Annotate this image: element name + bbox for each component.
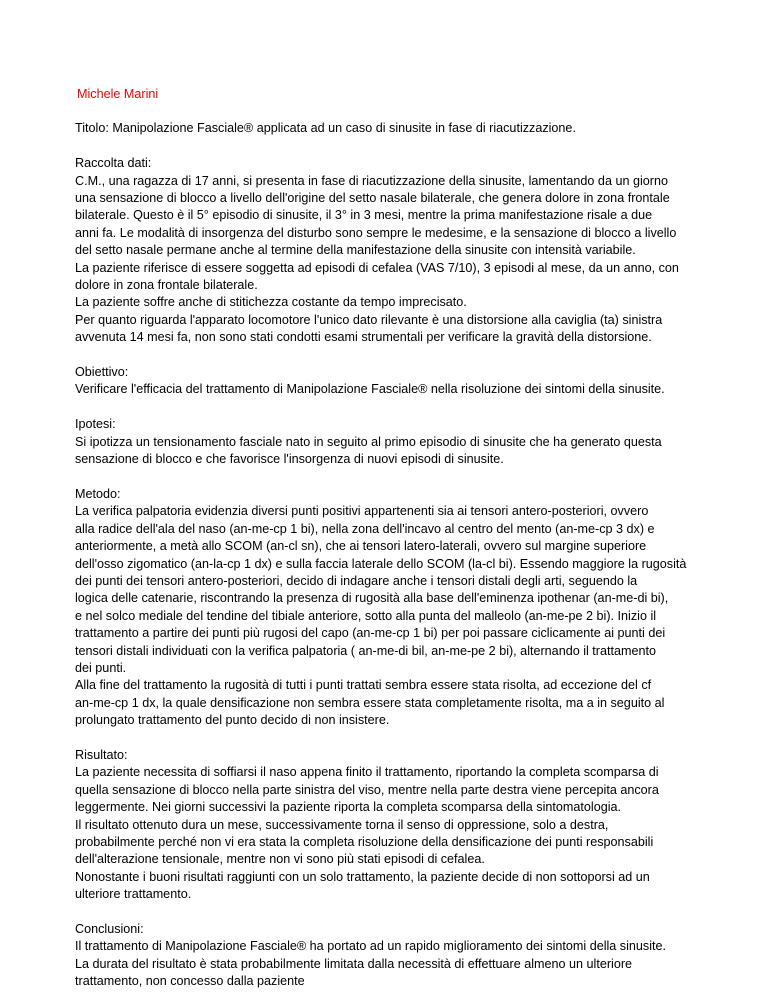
section-metodo [75,486,705,730]
text-line: Nonostante i buoni risultati raggiunti con un solo trattamento, la paziente decide di non sottoporsi ad un [75,869,650,884]
section-conclusioni [75,921,705,991]
text-line: Si ipotizza un tensionamento fasciale nato in seguito al primo episodio di sinusite che ha generato questa [75,434,662,449]
section-title [75,120,705,137]
text-line: e nel solco mediale del tendine del tibiale anteriore, sotto alla punta del malleolo (an-me-pe 2 bi). Inizio il [75,608,657,623]
section-heading: Metodo: [75,486,121,501]
text-line: La paziente necessita di soffiarsi il naso appena finito il trattamento, riportando la completa scomparsa di [75,765,659,780]
section-heading: Raccolta dati: [75,156,152,171]
text-line: ulteriore trattamento. [75,887,192,902]
text-line: alla radice dell'ala del naso (an-me-cp 1 bi), nella zona dell'incavo al centro del mento (an-me-cp 3 dx) e [75,521,655,536]
text-line: Verificare l'efficacia del trattamento di Manipolazione Fasciale® nella risoluzione dei sintomi della sinusite. [75,382,665,397]
text-line: leggermente. Nei giorni successivi la paziente riporta la completa scomparsa della sintomatologia. [75,800,622,815]
text-line: La paziente soffre anche di stitichezza costante da tempo imprecisato. [75,295,467,310]
document-page [75,86,705,1008]
text-line: una sensazione di blocco a livello dell'origine del setto nasale bilaterale, che genera dolore in zona frontale [75,191,670,206]
section-ipotesi [75,416,705,468]
text-line: dei punti dei tensori antero-posteriori, decido di indagare anche i tensori distali degli arti, seguendo la [75,573,638,588]
text-line: prolungato trattamento del punto decido di non insistere. [75,713,390,728]
text-line: del setto nasale permane anche al termine della manifestazione della sinusite con intensità variabile. [75,243,636,258]
text-line: Il risultato ottenuto dura un mese, successivamente torna il senso di oppressione, solo a destra, [75,817,609,832]
section-heading: Titolo: Manipolazione Fasciale® applicata ad un caso di sinusite in fase di riacutizzazione. [75,121,576,136]
text-line: Alla fine del trattamento la rugosità di tutti i punti trattati sembra essere stata risolta, ad eccezione del cf [75,678,652,693]
text-line: La paziente riferisce di essere soggetta ad episodi di cefalea (VAS 7/10), 3 episodi al mese, da un anno, con [75,260,679,275]
text-line: dell'osso zigomatico (an-la-cp 1 dx) e sulla faccia laterale dello SCOM (la-cl bi). Essendo maggiore la rugosità [75,556,687,571]
section-heading: Obiettivo: [75,365,129,380]
text-line: trattamento, non concesso dalla paziente [75,974,305,989]
section-heading: Conclusioni: [75,922,144,936]
text-line: Per quanto riguarda l'apparato locomotore l'unico dato rilevante è una distorsione alla caviglia (ta) sinistra [75,312,663,327]
text-line: bilaterale. Questo è il 5° episodio di sinusite, il 3° in 3 mesi, mentre la prima manifestazione risale a due [75,208,653,223]
text-line: Il trattamento di Manipolazione Fasciale® ha portato ad un rapido miglioramento dei sintomi della sinusite. [75,939,667,954]
text-line: anni fa. Le modalità di insorgenza del disturbo sono sempre le medesime, e la sensazione di blocco a livello [75,225,677,240]
text-line: La verifica palpatoria evidenzia diversi punti positivi appartenenti sia ai tensori antero-posteriori, ovvero [75,504,649,519]
section-risultato [75,747,705,904]
text-line: tensori distali individuati con la verifica palpatoria ( an-me-di bil, an-me-pe 2 bi), alternando il trattamento [75,643,656,658]
section-obiettivo [75,364,705,399]
text-line: logica delle catenarie, riscontrando la presenza di rugosità alla base dell'eminenza ipothenar (an-me-di bi), [75,591,669,606]
section-heading: Risultato: [75,747,128,762]
text-line: dei punti. [75,660,127,675]
text-line: anteriormente, a metà allo SCOM (an-cl sn), che ai tensori latero-laterali, ovvero sul margine superiore [75,539,647,554]
author-name: Michele Marini [77,87,159,101]
text-line: C.M., una ragazza di 17 anni, si presenta in fase di riacutizzazione della sinusite, lamentando da un giorno [75,173,668,188]
section-heading: Ipotesi: [75,417,116,432]
text-line: quella sensazione di blocco nella parte sinistra del viso, mentre nella parte destra viene percepita ancora [75,782,659,797]
text-line: probabilmente perché non vi era stata la completa risoluzione della densificazione dei punti responsabili [75,834,654,849]
text-line: trattamento a partire dei punti più rugosi del capo (an-me-cp 1 bi) per poi passare ciclicamente ai punti dei [75,626,666,641]
text-line: avvenuta 14 mesi fa, non sono stati condotti esami strumentali per verificare la gravità della distorsione. [75,330,652,345]
text-line: sensazione di blocco e che favorisce l'insorgenza di nuovi episodi di sinusite. [75,452,504,467]
text-line: dolore in zona frontale bilaterale. [75,278,258,293]
section-raccolta-dati [75,155,705,346]
text-line: an-me-cp 1 dx, la quale densificazione non sembra essere stata completamente risolta, ma a in seguito al [75,695,665,710]
text-line: dell'alterazione tensionale, mentre non vi sono più stati episodi di cefalea. [75,852,485,867]
document-body [75,120,705,990]
text-line: La durata del risultato è stata probabilmente limitata dalla necessità di effettuare almeno un ulteriore [75,956,633,971]
